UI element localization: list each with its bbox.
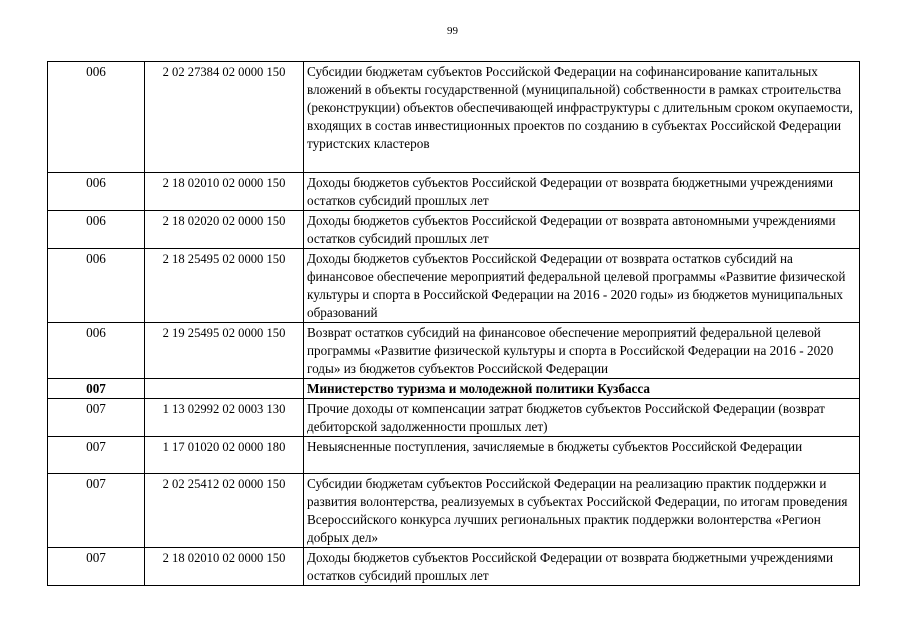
admin-code-cell: 006 — [48, 62, 145, 173]
revenue-code-cell: 2 18 02010 02 0000 150 — [145, 173, 304, 211]
table-row — [48, 548, 860, 586]
revenue-code-cell — [145, 379, 304, 399]
ministry-header-row — [48, 379, 860, 399]
admin-code-cell: 006 — [48, 249, 145, 323]
table-row — [48, 437, 860, 474]
revenue-name-cell: Доходы бюджетов субъектов Российской Федерации от возврата остатков субсидий на финансовое обеспечение мероприятий федеральной целевой программы «Развитие физической культуры и спорта в Российской Федерации на 2016 - 2020 годы» из бюджетов муниципальных образований — [304, 249, 860, 323]
revenue-code-cell: 2 18 02020 02 0000 150 — [145, 211, 304, 249]
table-row — [48, 173, 860, 211]
revenue-code-cell: 2 02 27384 02 0000 150 — [145, 62, 304, 173]
table-row — [48, 249, 860, 323]
revenue-name-cell: Доходы бюджетов субъектов Российской Федерации от возврата бюджетными учреждениями остатков субсидий прошлых лет — [304, 173, 860, 211]
admin-code-cell: 007 — [48, 437, 145, 474]
revenue-name-cell: Доходы бюджетов субъектов Российской Федерации от возврата автономными учреждениями остатков субсидий прошлых лет — [304, 211, 860, 249]
table-row — [48, 62, 860, 173]
revenue-name-cell: Доходы бюджетов субъектов Российской Федерации от возврата бюджетными учреждениями остатков субсидий прошлых лет — [304, 548, 860, 586]
revenue-name-cell: Невыясненные поступления, зачисляемые в бюджеты субъектов Российской Федерации — [304, 437, 860, 474]
admin-code-cell: 006 — [48, 323, 145, 379]
revenue-name-cell: Возврат остатков субсидий на финансовое обеспечение мероприятий федеральной целевой программы «Развитие физической культуры и спорта в Российской Федерации на 2016 - 2020 годы» из бюджетов субъектов Российской Федерации — [304, 323, 860, 379]
revenue-code-cell: 2 18 25495 02 0000 150 — [145, 249, 304, 323]
admin-code-cell: 006 — [48, 211, 145, 249]
admin-code-cell: 007 — [48, 379, 145, 399]
table-row — [48, 211, 860, 249]
table-row — [48, 323, 860, 379]
revenue-name-cell: Субсидии бюджетам субъектов Российской Федерации на реализацию практик поддержки и развития волонтерства, реализуемых в субъектах Российской Федерации, по итогам проведения Всероссийского конкурса лучших региональных практик поддержки волонтерства «Регион добрых дел» — [304, 474, 860, 548]
revenue-code-cell: 2 02 25412 02 0000 150 — [145, 474, 304, 548]
admin-code-cell: 006 — [48, 173, 145, 211]
revenue-name-cell: Субсидии бюджетам субъектов Российской Федерации на софинансирование капитальных вложений в объекты государственной (муниципальной) собственности в рамках строительства (реконструкции) объектов обеспечивающей инфраструктуры с длительным сроком окупаемости, входящих в состав инвестиционных проектов по созданию в субъектах Российской Федерации туристских кластеров — [304, 62, 860, 173]
table-row — [48, 399, 860, 437]
admin-code-cell: 007 — [48, 474, 145, 548]
revenue-code-cell: 1 17 01020 02 0000 180 — [145, 437, 304, 474]
admin-code-cell: 007 — [48, 548, 145, 586]
revenue-code-cell: 1 13 02992 02 0003 130 — [145, 399, 304, 437]
ministry-name-cell: Министерство туризма и молодежной политики Кузбасса — [304, 379, 860, 399]
page-number: 99 — [447, 25, 458, 37]
revenue-name-cell: Прочие доходы от компенсации затрат бюджетов субъектов Российской Федерации (возврат дебиторской задолженности прошлых лет) — [304, 399, 860, 437]
revenue-code-cell: 2 19 25495 02 0000 150 — [145, 323, 304, 379]
budget-revenue-table — [47, 61, 860, 586]
table-row — [48, 474, 860, 548]
admin-code-cell: 007 — [48, 399, 145, 437]
revenue-code-cell: 2 18 02010 02 0000 150 — [145, 548, 304, 586]
